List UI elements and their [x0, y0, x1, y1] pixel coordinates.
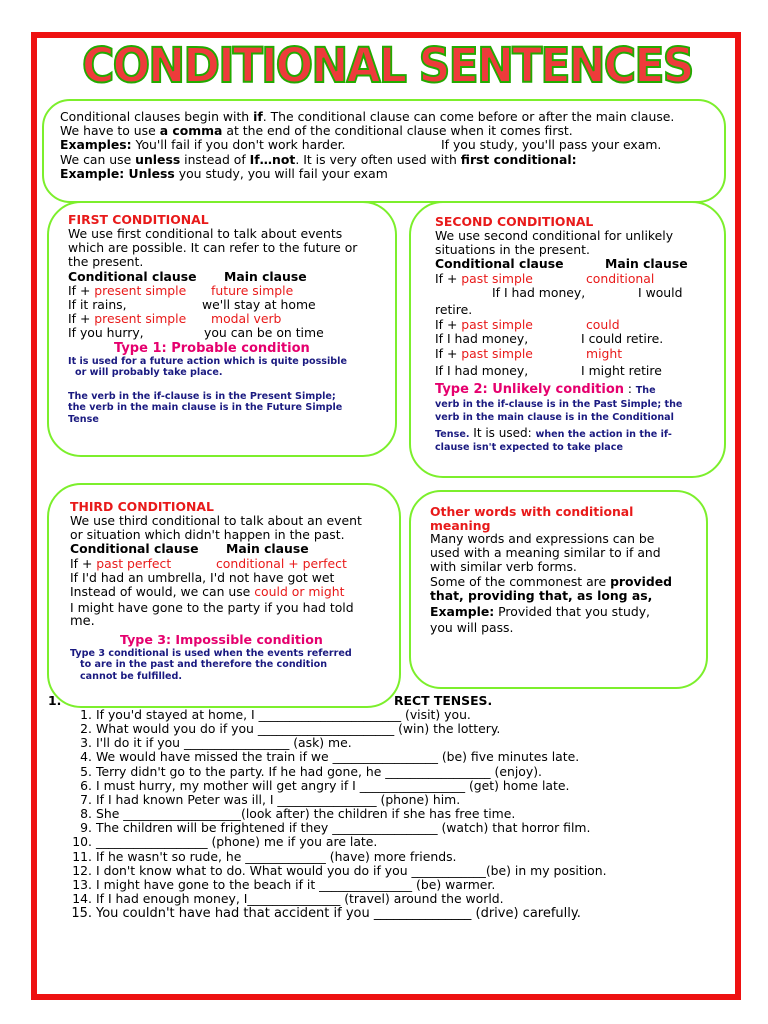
- list-item: [48, 835, 708, 849]
- exercise-section: [48, 694, 708, 922]
- third-conditional-box: THIRD CONDITIONAL We use third conditional to talk about an event or situation which didn't happen in the past. Conditional clause Main clause If + past perfect conditional + perfect If I'd had an umbrella, I'd not have got wet Instead of would, we can use could or might I might have gone to the party if you had told me. Type 3: Impossible condition Type 3 conditional is used when the events referred to are in the past and therefore the condition cannot be fulfilled.: [47, 483, 401, 708]
- item-text: We would have missed the train if we _________________ (be) five minutes late.: [96, 749, 580, 765]
- list-item: [48, 736, 708, 750]
- item-text: If you'd stayed at home, I _______________________ (visit) you.: [96, 707, 471, 722]
- intro-box: Conditional clauses begin with if. The conditional clause can come before or after the main clause. We have to use a comma at the end of the conditional clause when it comes first. Examples: You'll fail if you don't work harder. If you study, you'll pass your exam. We can use unless instead of If…not. It is very often used with first conditional: Example: Unless you study, you will fail your exam: [42, 99, 726, 203]
- list-item: [48, 821, 708, 835]
- page-title: CONDITIONAL SENTENCES: [82, 38, 693, 94]
- list-item: [48, 864, 708, 878]
- list-item: [48, 722, 708, 736]
- list-item: [48, 708, 708, 722]
- item-text: __________________ (phone) me if you are late.: [96, 834, 378, 850]
- exercise-list: [48, 708, 708, 922]
- list-item: [48, 906, 708, 922]
- exercise-heading: RECT TENSES.: [394, 693, 493, 708]
- other-words-box: Other words with conditional meaning Many words and expressions can be used with a meaning similar to if and with similar verb forms. Some of the commonest are provided that, providing that, as long as, Example: Provided that you study, you will pass.: [409, 490, 708, 689]
- item-text: I might have gone to the beach if it _______________ (be) warmer.: [96, 876, 496, 892]
- type1-label: Type 1: Probable condition: [114, 340, 310, 356]
- item-number: 7.: [80, 791, 92, 807]
- item-number: 15.: [71, 906, 92, 922]
- item-text: I must hurry, my mother will get angry if I _________________ (get) home late.: [96, 777, 570, 793]
- item-text: If he wasn't so rude, he _____________ (have) more friends.: [96, 848, 457, 864]
- list-item: [48, 750, 708, 764]
- item-text: What would you do if you ______________________ (win) the lottery.: [96, 721, 501, 737]
- item-number: 6.: [80, 777, 92, 793]
- item-text: I don't know what to do. What would you do if you ____________(be) in my position.: [96, 862, 607, 878]
- list-item: [48, 793, 708, 807]
- second-conditional-box: SECOND CONDITIONAL We use second conditional for unlikely situations in the present. Conditional clause Main clause If + past simple conditional If I had money, I would retire. If + past simple could If I had money, I could retire. If + past simple might If I had money, I might retire Type 2: Unlikely condition : The verb in the if-clause is in the Past Simple; the verb in the main clause is in the Conditional Tense. It is used: when the action in the if- clause isn't expected to take place: [409, 201, 726, 478]
- item-text: If I had enough money, I_______________ (travel) around the world.: [96, 891, 504, 907]
- list-item: [48, 850, 708, 864]
- item-number: 11.: [72, 848, 92, 864]
- list-item: [48, 892, 708, 906]
- item-number: 8.: [80, 806, 92, 822]
- item-number: 1.: [80, 707, 92, 722]
- item-number: 12.: [72, 862, 92, 878]
- item-text: Terry didn't go to the party. If he had gone, he _________________ (enjoy).: [96, 763, 542, 779]
- item-number: 14.: [72, 891, 92, 907]
- list-item: [48, 807, 708, 821]
- type3-label: Type 3: Impossible condition: [120, 631, 323, 647]
- type2-label: Type 2: Unlikely condition: [435, 382, 625, 398]
- list-item: [48, 878, 708, 892]
- list-item: [48, 779, 708, 793]
- item-number: 2.: [80, 721, 92, 737]
- first-conditional-box: FIRST CONDITIONAL We use first conditional to talk about events which are possible. It can refer to the future or the present. Conditional clause Main clause If + present simple future simple If it rains, we'll stay at home If + present simple modal verb If you hurry, you can be on time Type 1: Probable condition It is used for a future action which is quite possible or will probably take place. The verb in the if-clause is in the Present Simple; the verb in the main clause is in the Future Simple Tense: [47, 201, 397, 457]
- item-number: 3.: [80, 735, 92, 751]
- item-text: I'll do it if you _________________ (ask) me.: [96, 735, 352, 751]
- item-text: The children will be frightened if they _________________ (watch) that horror film.: [96, 820, 591, 836]
- item-number: 10.: [72, 834, 92, 850]
- exercise-number: 1.: [48, 693, 62, 708]
- item-number: 4.: [80, 749, 92, 765]
- list-item: [48, 765, 708, 779]
- item-text: If I had known Peter was ill, I ________________ (phone) him.: [96, 791, 461, 807]
- item-number: 5.: [80, 763, 92, 779]
- item-text: You couldn't have had that accident if you _______________ (drive) carefully.: [96, 906, 581, 922]
- item-text: She ___________________(look after) the children if she has free time.: [96, 806, 516, 822]
- item-number: 13.: [72, 876, 92, 892]
- item-number: 9.: [80, 820, 92, 836]
